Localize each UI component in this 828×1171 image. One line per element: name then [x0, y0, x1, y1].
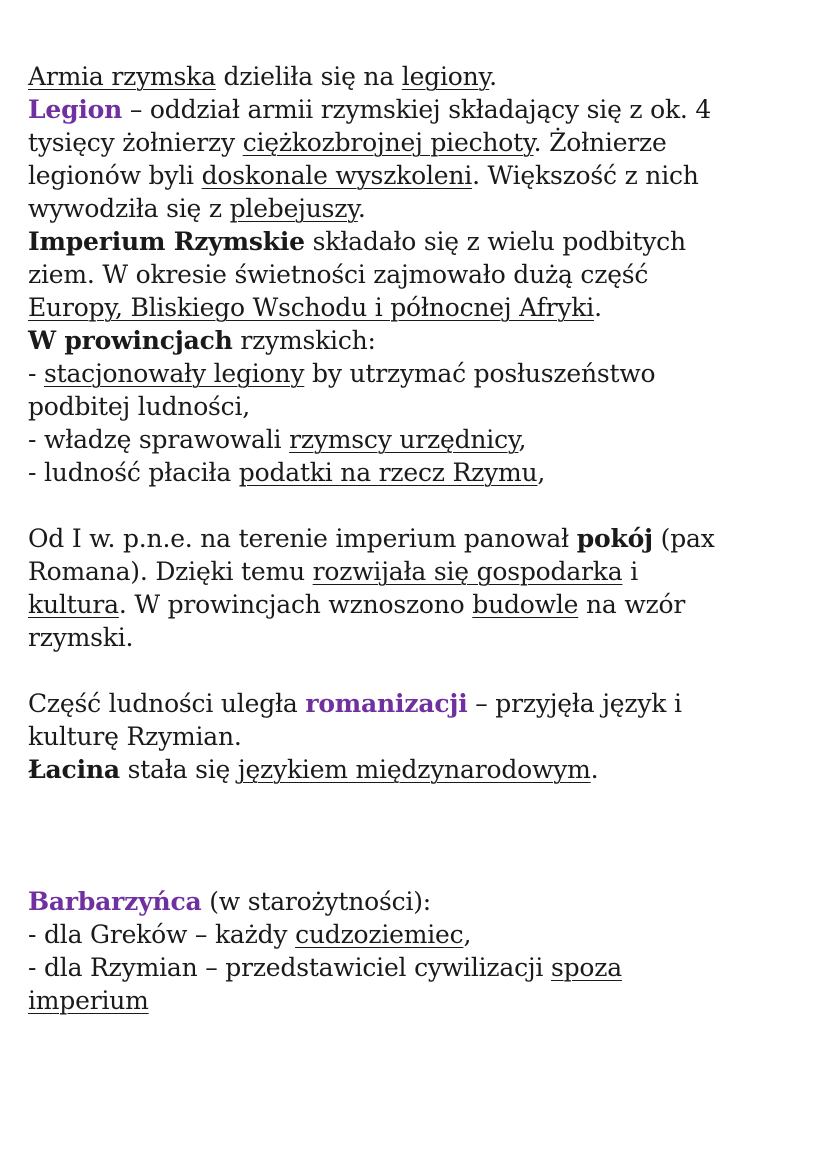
- romanization-term: romanizacji: [305, 689, 468, 718]
- romanization-text: Część ludności uległa: [28, 689, 306, 718]
- regions-term: Europy, Bliskiego Wschodu i północnej Afryki: [28, 293, 595, 322]
- barbarian-text: - dla Rzymian – przedstawiciel cywilizacji: [28, 953, 551, 982]
- outside-term: spoza: [550, 953, 622, 982]
- pax-line-1: [28, 522, 808, 555]
- provinces-text: by utrzymać posłuszeństwo: [304, 359, 656, 388]
- empire-line-1: [28, 225, 808, 258]
- army-paragraph: [28, 60, 808, 93]
- legions-term: legiony: [401, 62, 490, 91]
- plebeians-term: plebejuszy: [229, 194, 358, 223]
- legion-text: wywodziła się z: [28, 194, 230, 223]
- provinces-text: - ludność płaciła: [28, 458, 239, 487]
- provinces-text: - władzę sprawowali: [28, 425, 290, 454]
- latin-term: Łacina: [28, 755, 120, 784]
- romanization-line-2: kulturę Rzymian.: [28, 722, 242, 751]
- legion-text: . Większość z nich: [472, 161, 699, 190]
- pax-line-3: [28, 588, 808, 621]
- foreigner-term: cudzoziemiec: [295, 920, 464, 949]
- legion-line-1: [28, 93, 808, 126]
- empire-term: Imperium Rzymskie: [28, 227, 305, 256]
- pax-text: i: [622, 557, 638, 586]
- latin-text: stała się: [119, 755, 238, 784]
- empire-paragraph: [28, 225, 808, 324]
- legion-text: legionów byli: [28, 161, 202, 190]
- legion-term: Legion: [28, 95, 123, 124]
- legion-line-2: [28, 126, 808, 159]
- barbarian-line-1: [28, 885, 808, 918]
- pax-paragraph: [28, 522, 808, 654]
- provinces-term: W prowincjach: [28, 326, 233, 355]
- barbarian-text: - dla Greków – każdy: [28, 920, 296, 949]
- provinces-text: rzymskich:: [232, 326, 376, 355]
- empire-line-3: [28, 291, 808, 324]
- culture-term: kultura: [28, 590, 119, 619]
- pax-line-4: rzymski.: [28, 623, 134, 652]
- army-line-1: [28, 60, 808, 93]
- army-period: .: [489, 62, 497, 91]
- barbarian-text: ,: [463, 920, 472, 949]
- legion-line-4: [28, 192, 808, 225]
- pax-text: na wzór: [578, 590, 686, 619]
- pax-text: . W prowincjach wznoszono: [118, 590, 473, 619]
- provinces-paragraph: [28, 324, 808, 489]
- provinces-item-3: [28, 456, 808, 489]
- legion-line-3: [28, 159, 808, 192]
- legion-text: tysięcy żołnierzy: [28, 128, 243, 157]
- provinces-line-1: [28, 324, 808, 357]
- army-term: Armia rzymska: [28, 62, 216, 91]
- bullet-dash: -: [28, 359, 44, 388]
- romanization-text: – przyjęła język i: [467, 689, 682, 718]
- stationed-legions-term: stacjonowały legiony: [44, 359, 305, 388]
- legion-paragraph: [28, 93, 808, 225]
- barbarian-term: Barbarzyńca: [28, 887, 202, 916]
- pax-text: Romana). Dzięki temu: [28, 557, 313, 586]
- provinces-item-2: [28, 423, 808, 456]
- barbarian-paragraph: [28, 885, 808, 1017]
- international-language-term: językiem międzynarodowym: [237, 755, 591, 784]
- spacer: [28, 654, 808, 687]
- barbarian-text: (w starożytności):: [201, 887, 432, 916]
- provinces-text: ,: [537, 458, 546, 487]
- provinces-text: ,: [518, 425, 527, 454]
- spacer: [28, 786, 808, 885]
- pax-line-2: [28, 555, 808, 588]
- provinces-item-1-cont: podbitej ludności,: [28, 392, 251, 421]
- empire-line-2: ziem. W okresie świetności zajmowało dużą część: [28, 260, 649, 289]
- spacer: [28, 489, 808, 522]
- legion-definition: – oddział armii rzymskiej składający się z ok. 4: [122, 95, 712, 124]
- legion-text: .: [357, 194, 366, 223]
- latin-text: .: [590, 755, 599, 784]
- heavy-infantry-term: ciężkozbrojnej piechoty: [242, 128, 534, 157]
- taxes-term: podatki na rzecz Rzymu: [238, 458, 538, 487]
- pax-text: (pax: [652, 524, 715, 553]
- barbarian-item-2-cont: [28, 984, 808, 1017]
- empire-underlined-term: imperium: [28, 986, 149, 1015]
- economy-term: rozwijała się gospodarka: [312, 557, 623, 586]
- empire-text: .: [594, 293, 602, 322]
- document-page: [28, 60, 808, 1017]
- latin-line: [28, 753, 808, 786]
- romanization-paragraph: [28, 687, 808, 786]
- barbarian-item-1: [28, 918, 808, 951]
- army-text: dzieliła się na: [215, 62, 402, 91]
- provinces-item-1: [28, 357, 808, 390]
- pax-text: Od I w. p.n.e. na terenie imperium panował: [28, 524, 577, 553]
- empire-text: składało się z wielu podbitych: [304, 227, 686, 256]
- romanization-line-1: [28, 687, 808, 720]
- buildings-term: budowle: [472, 590, 579, 619]
- barbarian-item-2: [28, 951, 808, 984]
- legion-text: . Żołnierze: [533, 128, 667, 157]
- well-trained-term: doskonale wyszkoleni: [201, 161, 473, 190]
- officials-term: rzymscy urzędnicy: [289, 425, 519, 454]
- peace-term: pokój: [576, 524, 653, 553]
